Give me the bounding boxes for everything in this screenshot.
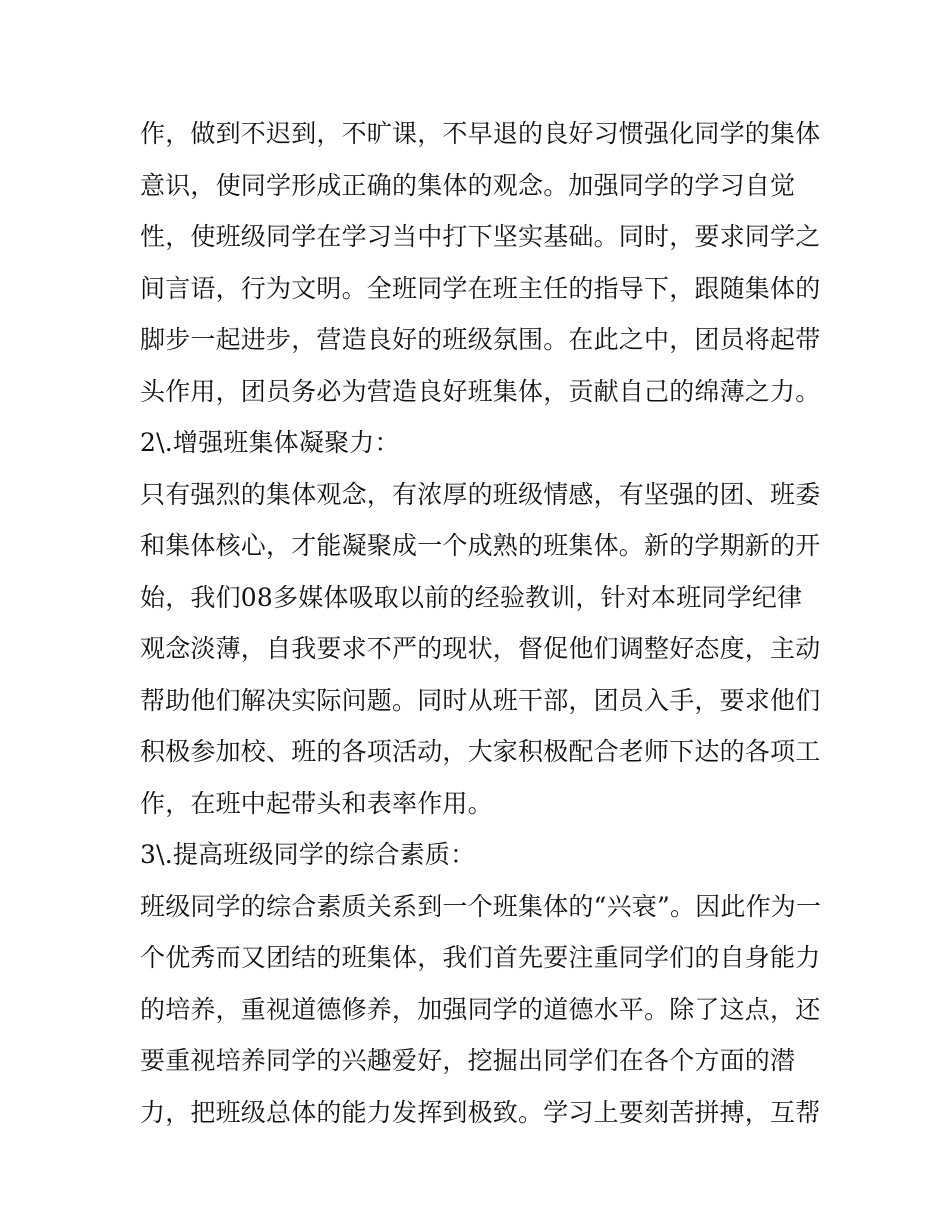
paragraph-line: 力，把班级总体的能力发挥到极致。学习上要刻苦拼搏，互帮	[140, 1097, 821, 1127]
paragraph-line: 的培养，重视道德修养，加强同学的道德水平。除了这点，还	[140, 994, 821, 1024]
paragraph-line: 只有强烈的集体观念，有浓厚的班级情感，有坚强的团、班委	[140, 479, 821, 509]
paragraph-line: 要重视培养同学的兴趣爱好，挖掘出同学们在各个方面的潜	[140, 1046, 796, 1075]
paragraph-line: 个优秀而又团结的班集体，我们首先要注重同学们的自身能力	[140, 943, 821, 972]
paragraph-line: 始，我们08多媒体吸取以前的经验教训，针对本班同学纪律	[140, 582, 803, 612]
paragraph-line: 意识，使同学形成正确的集体的观念。加强同学的学习自觉	[140, 170, 796, 200]
paragraph-line: 和集体核心，才能凝聚成一个成熟的班集体。新的学期新的开	[140, 531, 821, 560]
document-body	[140, 108, 822, 1138]
section-heading-2: 2\.增强班集体凝聚力：	[140, 428, 400, 457]
paragraph-line: 头作用，团员务必为营造良好班集体，贡献自己的绵薄之力。	[140, 376, 821, 406]
paragraph-line: 间言语，行为文明。全班同学在班主任的指导下，跟随集体的	[140, 273, 821, 303]
paragraph-line: 作，做到不迟到，不旷课，不早退的良好习惯强化同学的集体	[140, 119, 821, 148]
paragraph-line: 积极参加校、班的各项活动，大家积极配合老师下达的各项工	[140, 737, 821, 766]
paragraph-line: 脚步一起进步，营造良好的班级氛围。在此之中，团员将起带	[140, 325, 821, 354]
paragraph-line: 观念淡薄，自我要求不严的现状，督促他们调整好态度，主动	[140, 634, 821, 663]
paragraph-line: 班级同学的综合素质关系到一个班集体的“兴衰”。因此作为一	[140, 891, 822, 921]
paragraph-line: 帮助他们解决实际问题。同时从班干部，团员入手，要求他们	[140, 685, 821, 715]
paragraph-line: 作，在班中起带头和表率作用。	[140, 788, 493, 818]
paragraph-line: 性，使班级同学在学习当中打下坚实基础。同时，要求同学之	[140, 222, 821, 251]
section-heading-3: 3\.提高班级同学的综合素质：	[140, 840, 476, 869]
